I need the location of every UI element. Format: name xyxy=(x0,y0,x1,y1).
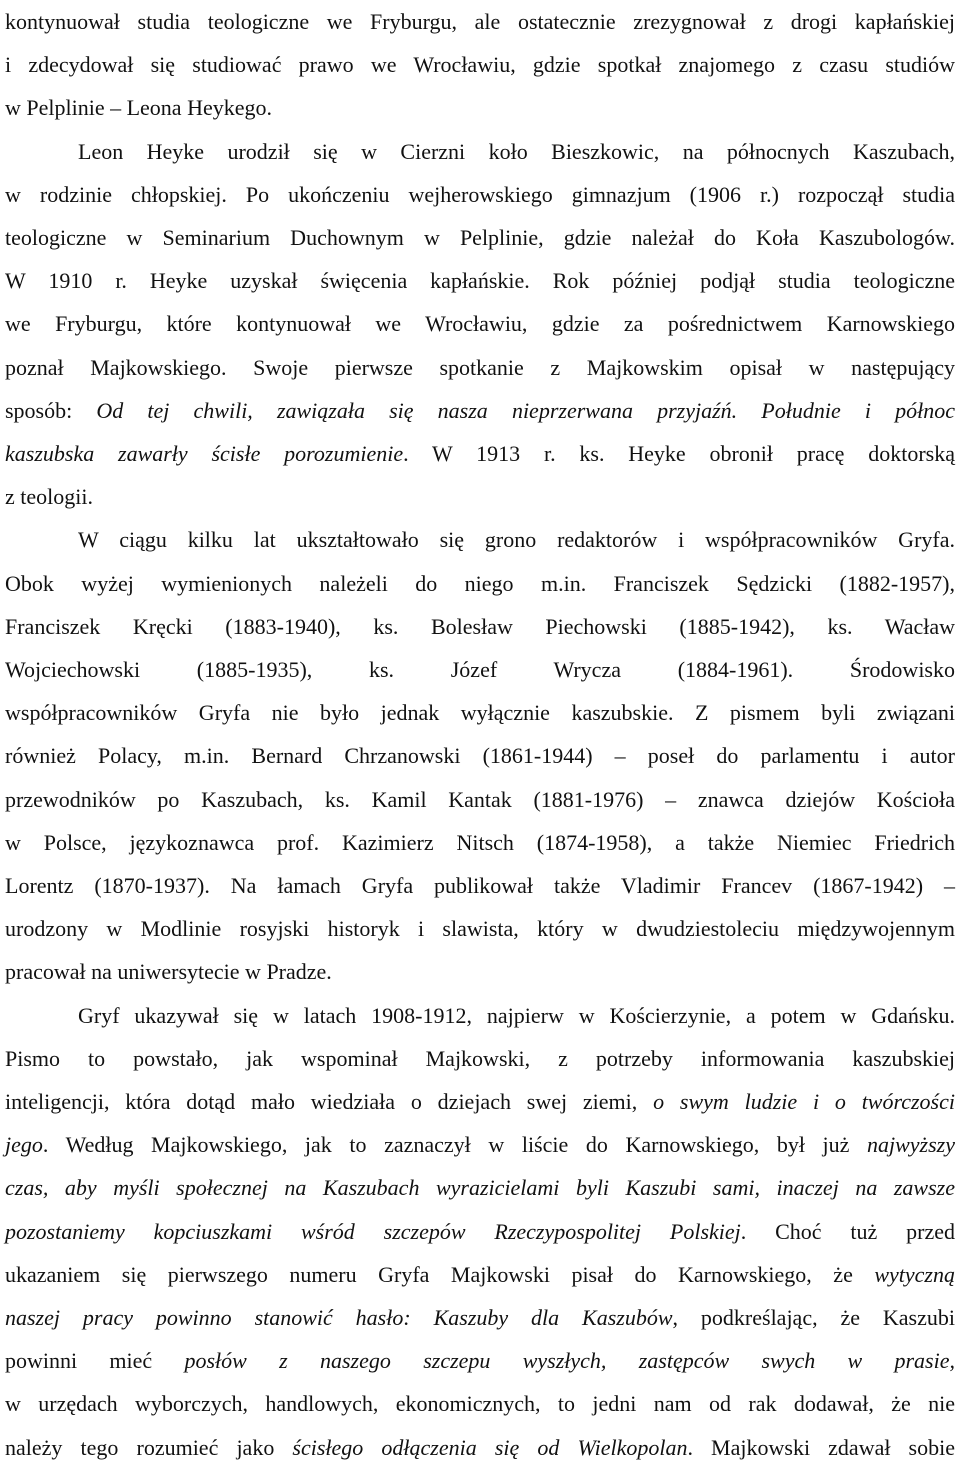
text-line xyxy=(5,957,955,987)
text-line xyxy=(5,1087,955,1117)
text-segment: . W 1913 r. ks. Heyke obronił pracę doktorską xyxy=(403,441,955,466)
text-line xyxy=(5,50,955,80)
text-segment: Franciszek Kręcki (1883-1940), ks. Bolesław Piechowski (1885-1942), ks. Wacław xyxy=(5,613,955,639)
text-segment: W 1910 r. Heyke uzyskał święcenia kapłańskie. Rok później podjął studia teologiczne xyxy=(5,268,955,294)
text-line xyxy=(5,353,955,383)
text-line xyxy=(5,223,955,253)
text-line xyxy=(5,1173,955,1203)
italic-text: posłów z naszego szczepu wyszłych, zastępców swych w prasie, xyxy=(184,1348,956,1374)
text-segment: z teologii. xyxy=(5,484,93,510)
text-line xyxy=(5,525,955,555)
text-segment: we Fryburgu, które kontynuował we Wrocławiu, gdzie za pośrednictwem Karnowskiego xyxy=(5,311,955,337)
text-line xyxy=(5,482,955,512)
text-segment: w Polsce, językoznawca prof. Kazimierz Nitsch (1874-1958), a także Niemiec Friedrich xyxy=(5,829,955,855)
text-line xyxy=(5,828,955,858)
text-segment: Pismo to powstało, jak wspominał Majkowski, z potrzeby informowania kaszubskiej xyxy=(5,1045,955,1071)
text-segment: Obok wyżej wymienionych należeli do niego m.in. Franciszek Sędzicki (1882-1957), xyxy=(5,570,955,596)
italic-text: wytyczną xyxy=(874,1261,955,1287)
italic-text: naszej pracy powinno stanowić hasło: Kaszuby dla Kaszubów xyxy=(5,1305,673,1330)
text-segment: . Według Majkowskiego, jak to zaznaczył w liście do Karnowskiego, był już xyxy=(42,1132,867,1158)
italic-text: Od tej chwili, zawiązała się nasza nieprzerwana przyjaźń. Południe i północ xyxy=(96,397,955,423)
text-line xyxy=(5,1346,955,1376)
text-line xyxy=(5,439,955,469)
text-line xyxy=(5,1433,955,1463)
text-segment: kontynuował studia teologiczne we Fryburgu, ale ostatecznie zrezygnował z drogi kapłańskiej xyxy=(5,9,955,34)
text-line xyxy=(5,1303,955,1333)
text-line xyxy=(5,180,955,210)
text-segment: ukazaniem się pierwszego numeru Gryfa Majkowski pisał do Karnowskiego, że xyxy=(5,1261,875,1287)
text-segment: przewodników po Kaszubach, ks. Kamil Kantak (1881-1976) – znawca dziejów Kościoła xyxy=(5,786,955,812)
italic-text: o swym ludzie i o twórczości xyxy=(653,1089,955,1114)
italic-text: pozostaniemy kopciuszkami wśród szczepów Rzeczypospolitej Polskiej xyxy=(5,1218,741,1244)
italic-text: kaszubska zawarły ścisłe porozumienie xyxy=(5,441,404,466)
text-segment: sposób: xyxy=(5,397,97,423)
text-line xyxy=(5,612,955,642)
text-line xyxy=(5,569,955,599)
text-segment: , podkreślając, że Kaszubi xyxy=(672,1305,955,1330)
text-segment: i zdecydował się studiować prawo we Wrocławiu, gdzie spotkał znajomego z czasu studiów xyxy=(5,52,955,78)
italic-text: ścisłego odłączenia się od Wielkopolan xyxy=(292,1434,688,1460)
text-segment: teologiczne w Seminarium Duchownym w Pelplinie, gdzie należał do Koła Kaszubologów. xyxy=(5,225,955,250)
italic-text: czas, aby myśli społecznej na Kaszubach wyrazicielami byli Kaszubi sami, inaczej na zawsze xyxy=(5,1175,955,1201)
text-line xyxy=(5,1001,955,1031)
text-line xyxy=(5,7,955,37)
text-segment: należy tego rozumieć jako xyxy=(5,1434,293,1460)
text-segment: poznał Majkowskiego. Swoje pierwsze spotkanie z Majkowskim opisał w następujący xyxy=(5,354,955,380)
text-line xyxy=(5,871,955,901)
text-line xyxy=(5,785,955,815)
text-line xyxy=(5,1044,955,1074)
text-segment: w urzędach wyborczych, handlowych, ekonomicznych, to jedni nam od rak dodawał, że nie xyxy=(5,1391,955,1417)
text-line xyxy=(5,309,955,339)
text-segment: . Majkowski zdawał sobie xyxy=(687,1434,955,1460)
text-line xyxy=(5,741,955,771)
text-segment: . Choć tuż przed xyxy=(740,1218,956,1244)
text-line xyxy=(5,1260,955,1290)
text-line xyxy=(5,655,955,685)
text-segment: inteligencji, która dotąd mało wiedziała o dziejach swej ziemi, xyxy=(5,1089,654,1114)
text-line xyxy=(5,137,955,167)
italic-text: jego xyxy=(5,1132,43,1158)
text-segment: Wojciechowski (1885-1935), ks. Józef Wrycza (1884-1961). Środowisko xyxy=(5,657,955,682)
text-segment: współpracowników Gryfa nie było jednak wyłącznie kaszubskie. Z pismem byli związani xyxy=(5,700,955,726)
text-segment: Gryf ukazywał się w latach 1908-1912, najpierw w Kościerzynie, a potem w Gdańsku. xyxy=(78,1002,955,1028)
text-line xyxy=(5,914,955,944)
text-line xyxy=(5,1130,955,1160)
text-line xyxy=(5,698,955,728)
text-line xyxy=(5,1217,955,1247)
text-segment: urodzony w Modlinie rosyjski historyk i slawista, który w dwudziestoleciu międzywojennym xyxy=(5,916,955,942)
text-segment: Lorentz (1870-1937). Na łamach Gryfa publikował także Vladimir Francev (1867-1942) – xyxy=(5,873,955,898)
text-line xyxy=(5,1389,955,1419)
text-segment: pracował na uniwersytecie w Pradze. xyxy=(5,959,332,985)
text-line xyxy=(5,396,955,426)
text-line xyxy=(5,266,955,296)
text-line xyxy=(5,93,955,123)
text-segment: W ciągu kilku lat ukształtowało się grono redaktorów i współpracowników Gryfa. xyxy=(78,527,955,553)
text-segment: Leon Heyke urodził się w Cierzni koło Bieszkowic, na północnych Kaszubach, xyxy=(78,138,955,164)
text-segment: powinni mieć xyxy=(5,1348,185,1374)
text-segment: w rodzinie chłopskiej. Po ukończeniu wejherowskiego gimnazjum (1906 r.) rozpoczął studia xyxy=(5,181,955,207)
text-segment: również Polacy, m.in. Bernard Chrzanowski (1861-1944) – poseł do parlamentu i autor xyxy=(5,743,955,769)
italic-text: najwyższy xyxy=(867,1132,955,1158)
text-segment: w Pelplinie – Leona Heykego. xyxy=(5,95,272,121)
